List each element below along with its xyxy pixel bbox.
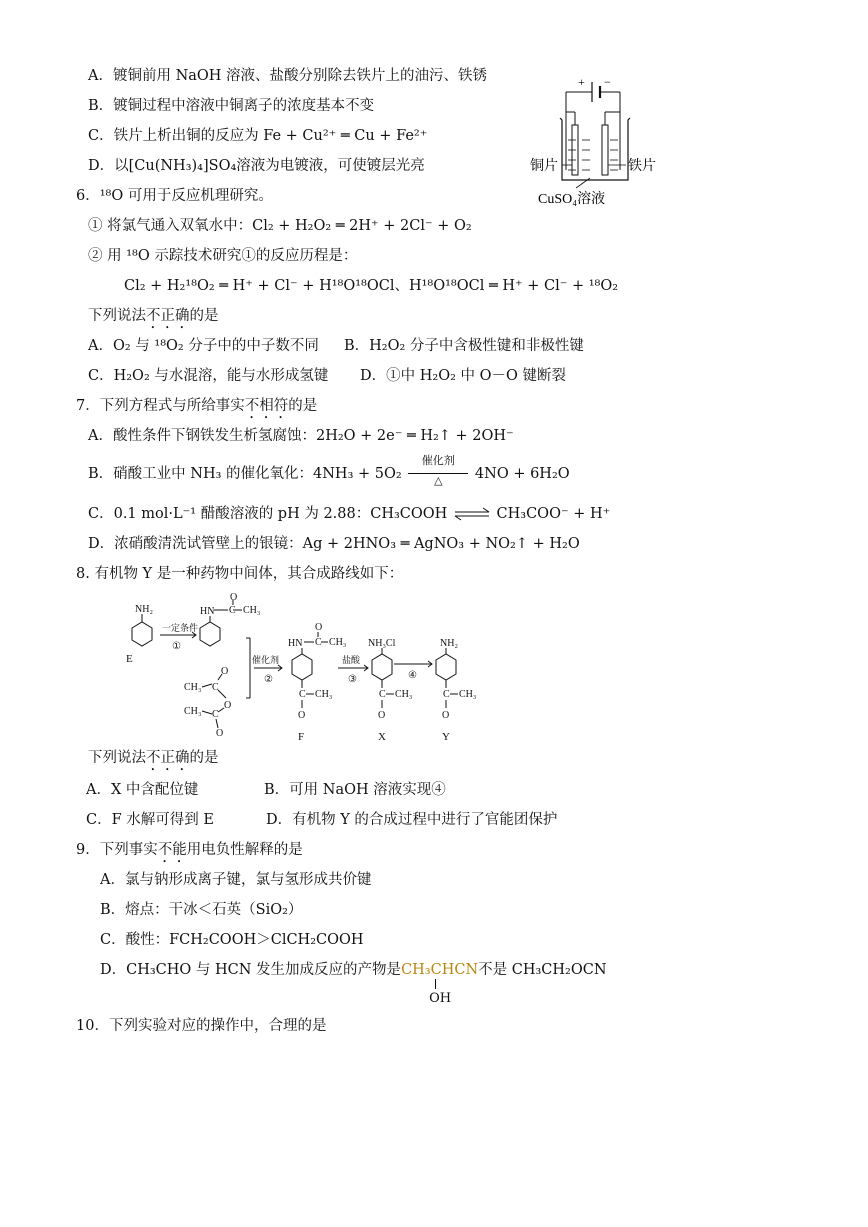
svg-text:O: O bbox=[230, 592, 238, 603]
q8-stem: 8. 有机物 Y 是一种药物中间体，其合成路线如下： bbox=[76, 566, 404, 582]
q6-line-3: Cl₂ + H₂¹⁸O₂ ═ H⁺ + Cl⁻ + H¹⁸O¹⁸OCl、H¹⁸O¹⁸OCl ═ H⁺ + Cl⁻ + ¹⁸O₂ bbox=[124, 278, 619, 294]
compound-y bbox=[436, 638, 476, 743]
electroplating-figure bbox=[528, 70, 668, 215]
equilibrium-arrow-icon bbox=[452, 507, 492, 521]
svg-text:盐酸: 盐酸 bbox=[342, 655, 361, 665]
cyanohydrin-formula: CH₃CHCN OH bbox=[401, 962, 479, 1006]
q8-option-c: C．F 水解可得到 E bbox=[86, 812, 214, 828]
q7-stem: 7．下列方程式与所给事实不相符的是 bbox=[76, 398, 318, 414]
q6-option-b: B．H₂O₂ 分子中含极性键和非极性键 bbox=[344, 338, 584, 354]
svg-text:C: C bbox=[315, 637, 322, 648]
svg-text:CH₃: CH₃ bbox=[315, 689, 333, 700]
q7-option-a: A．酸性条件下钢铁发生析氢腐蚀：2H₂O + 2e⁻ ═ H₂↑ + 2OH⁻ bbox=[88, 428, 514, 444]
q6-line-2: ② 用 ¹⁸O 示踪技术研究①的反应历程是： bbox=[88, 248, 358, 264]
compound-x bbox=[368, 638, 412, 743]
q5-option-d: D．以[Cu(NH₃)₄]SO₄溶液为电镀液，可使镀层光亮 bbox=[88, 158, 425, 174]
svg-text:CH₃: CH₃ bbox=[329, 637, 347, 648]
svg-text:NH₂: NH₂ bbox=[135, 604, 153, 615]
solution-label: CuSO₄溶液 bbox=[538, 192, 606, 207]
q5-option-b: B．镀铜过程中溶液中铜离子的浓度基本不变 bbox=[88, 98, 375, 114]
svg-text:CH₃: CH₃ bbox=[395, 689, 413, 700]
q9-option-d: D．CH₃CHO 与 HCN 发生加成反应的产物是CH₃CHCN OH 不是 CH₃CH₂OCN bbox=[100, 962, 607, 1006]
q5-option-c: C．铁片上析出铜的反应为 Fe + Cu²⁺ ═ Cu + Fe²⁺ bbox=[88, 128, 428, 144]
svg-text:O: O bbox=[216, 728, 224, 739]
q9-option-a: A．氯与钠形成离子键，氯与氢形成共价键 bbox=[100, 872, 372, 888]
q7-option-b: B．硝酸工业中 NH₃ 的催化氧化：4NH₃ + 5O₂ 催化剂 △ 4NO + 6H₂O bbox=[88, 454, 570, 487]
positive-sign: + bbox=[578, 75, 585, 89]
acetic-anhydride bbox=[184, 666, 231, 739]
q6-option-d: D．①中 H₂O₂ 中 O－O 键断裂 bbox=[360, 368, 566, 384]
acetanilide bbox=[200, 592, 260, 646]
q9-option-b: B．熔点：干冰＜石英（SiO₂） bbox=[100, 902, 303, 918]
svg-text:CH₃: CH₃ bbox=[184, 706, 202, 717]
svg-text:NH₃Cl: NH₃Cl bbox=[368, 638, 396, 649]
svg-text:Y: Y bbox=[442, 731, 450, 743]
negative-sign: − bbox=[604, 75, 611, 89]
svg-text:CH₃: CH₃ bbox=[184, 682, 202, 693]
svg-text:C: C bbox=[443, 689, 450, 700]
q6-question: 下列说法不正确的是 bbox=[88, 308, 219, 324]
svg-text:O: O bbox=[378, 710, 386, 721]
q10-stem: 10．下列实验对应的操作中，合理的是 bbox=[76, 1018, 327, 1034]
svg-text:CH₃: CH₃ bbox=[459, 689, 477, 700]
svg-text:C: C bbox=[379, 689, 386, 700]
svg-text:O: O bbox=[315, 622, 323, 633]
q7-option-c: C．0.1 mol·L⁻¹ 醋酸溶液的 pH 为 2.88：CH₃COOH CH₃COO⁻ + H⁺ bbox=[88, 506, 611, 522]
q8-option-a: A．X 中含配位键 bbox=[86, 782, 199, 798]
q5-option-a: A．镀铜前用 NaOH 溶液、盐酸分别除去铁片上的油污、铁锈 bbox=[88, 68, 488, 84]
svg-text:C: C bbox=[212, 709, 219, 720]
svg-text:③: ③ bbox=[348, 674, 357, 685]
q9-stem: 9．下列事实不能用电负性解释的是 bbox=[76, 842, 303, 858]
svg-text:催化剂: 催化剂 bbox=[252, 655, 280, 665]
svg-text:HN: HN bbox=[288, 638, 303, 649]
q7-option-d: D．浓硝酸清洗试管壁上的银镜：Ag + 2HNO₃ ═ AgNO₃ + NO₂↑ + H₂O bbox=[88, 536, 580, 552]
iron-plate bbox=[602, 125, 608, 175]
iron-label: 铁片 bbox=[628, 159, 656, 174]
svg-text:O: O bbox=[298, 710, 306, 721]
svg-text:②: ② bbox=[264, 674, 273, 685]
reaction-condition-arrow: 催化剂 △ bbox=[406, 464, 470, 484]
q6-line-1: ① 将氯气通入双氧水中：Cl₂ + H₂O₂ ═ 2H⁺ + 2Cl⁻ + O₂ bbox=[88, 218, 472, 234]
svg-text:C: C bbox=[212, 682, 219, 693]
svg-text:④: ④ bbox=[408, 670, 417, 681]
svg-text:①: ① bbox=[172, 641, 181, 652]
svg-text:F: F bbox=[298, 731, 305, 743]
q6-stem: 6．¹⁸O 可用于反应机理研究。 bbox=[76, 188, 273, 204]
svg-text:CH₃: CH₃ bbox=[243, 605, 261, 616]
svg-text:X: X bbox=[378, 731, 386, 743]
svg-text:NH₂: NH₂ bbox=[440, 638, 458, 649]
copper-label: 铜片 bbox=[530, 159, 558, 174]
svg-text:O: O bbox=[221, 666, 229, 677]
q6-option-a: A．O₂ 与 ¹⁸O₂ 分子中的中子数不同 bbox=[88, 338, 319, 354]
svg-text:O: O bbox=[224, 700, 232, 711]
synthesis-scheme bbox=[112, 592, 592, 748]
compound-e bbox=[126, 604, 153, 665]
svg-text:HN: HN bbox=[200, 606, 215, 617]
svg-text:O: O bbox=[442, 710, 450, 721]
svg-text:C: C bbox=[299, 689, 306, 700]
q6-option-c: C．H₂O₂ 与水混溶，能与水形成氢键 bbox=[88, 368, 329, 384]
svg-text:一定条件: 一定条件 bbox=[162, 623, 199, 633]
svg-text:C: C bbox=[229, 605, 236, 616]
q9-option-c: C．酸性：FCH₂COOH＞ClCH₂COOH bbox=[100, 932, 364, 948]
svg-text:E: E bbox=[126, 653, 133, 665]
q8-question: 下列说法不正确的是 bbox=[88, 750, 219, 766]
q8-option-d: D．有机物 Y 的合成过程中进行了官能团保护 bbox=[266, 812, 558, 828]
compound-f bbox=[288, 622, 346, 743]
q8-option-b: B．可用 NaOH 溶液实现④ bbox=[264, 782, 446, 798]
